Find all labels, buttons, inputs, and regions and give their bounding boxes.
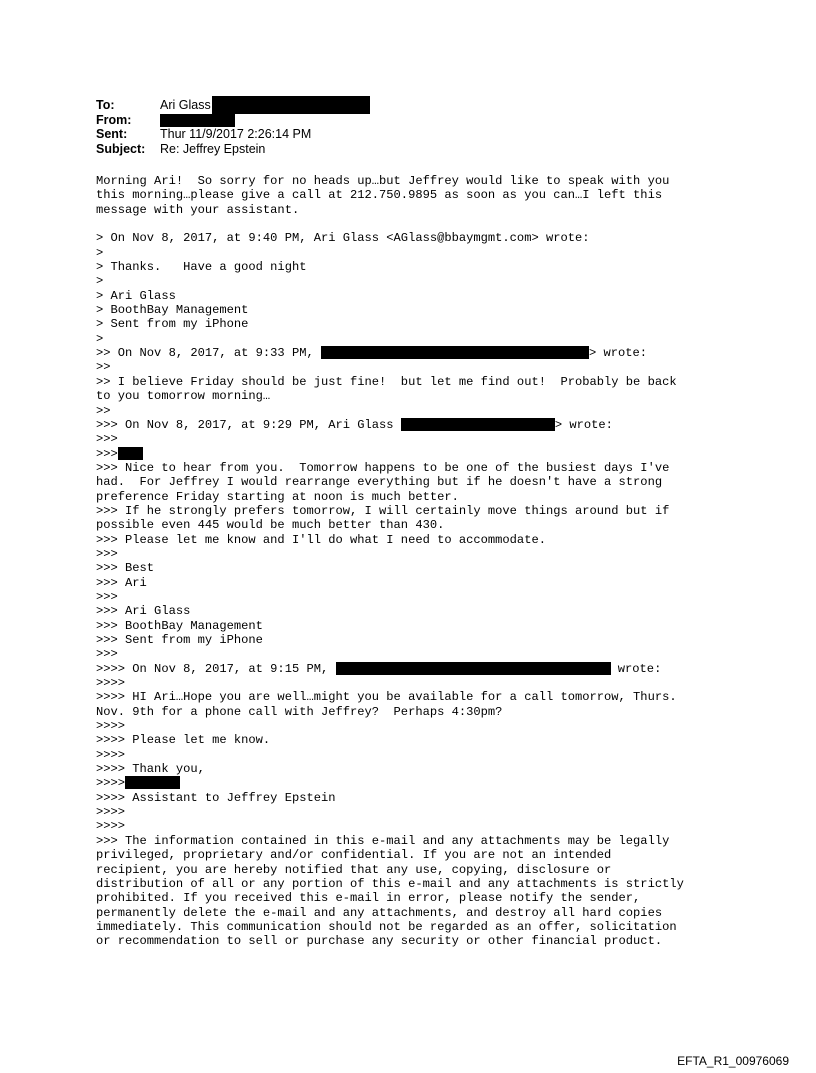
quote-header-suffix: > wrote: xyxy=(554,417,613,432)
disclaimer-line: distribution of all or any portion of this e-mail and any attachments is strictly xyxy=(96,876,684,891)
to-label: To: xyxy=(96,98,115,112)
quote-line: to you tomorrow morning… xyxy=(96,389,271,404)
quote-line: >>> If he strongly prefers tomorrow, I will certainly move things around but if xyxy=(96,503,670,518)
quote-header-prefix: >> On Nov 8, 2017, at 9:33 PM, xyxy=(96,346,314,361)
quote-line: >>> Best xyxy=(96,561,155,576)
quote-header-suffix: > wrote: xyxy=(589,346,648,361)
redaction-box xyxy=(321,346,589,359)
quote-header xyxy=(96,662,786,676)
quote-line: > xyxy=(96,245,104,260)
quote-line: >>> Ari xyxy=(96,575,147,590)
quote-line: >>>> xyxy=(96,805,126,820)
message-line: message with your assistant. xyxy=(96,202,300,217)
quote-line: >>> Please let me know and I'll do what I need to accommodate. xyxy=(96,532,546,547)
email-body xyxy=(96,174,786,949)
quote-line: >>> Sent from my iPhone xyxy=(96,633,263,647)
quote-line xyxy=(96,776,786,790)
sent-row xyxy=(96,127,311,142)
quote-line: >>>> Thank you, xyxy=(96,762,205,777)
disclaimer-line: immediately. This communication should not be regarded as an offer, solicitation xyxy=(96,919,677,934)
redaction-box xyxy=(125,776,180,789)
redaction-box xyxy=(336,662,611,675)
redaction-box xyxy=(212,96,370,114)
quote-line: >>> Ari Glass xyxy=(96,604,191,619)
quote-line: > Sent from my iPhone xyxy=(96,317,249,332)
quote-line: >> I believe Friday should be just fine! but let me find out! Probably be back xyxy=(96,374,677,389)
quote-line: >>>> xyxy=(96,676,126,691)
spacer xyxy=(96,217,786,231)
quote-line xyxy=(96,447,786,461)
quote-line: > xyxy=(96,331,104,346)
subject-row xyxy=(96,142,311,157)
quote-line: > Ari Glass xyxy=(96,288,176,303)
disclaimer-line: prohibited. If you received this e-mail in error, please notify the sender, xyxy=(96,891,641,906)
quote-line: > xyxy=(96,274,104,289)
message-line: Morning Ari! So sorry for no heads up…but Jeffrey would like to speak with you xyxy=(96,174,670,188)
quote-line: >>> BoothBay Management xyxy=(96,618,263,633)
quote-header-prefix: >>> On Nov 8, 2017, at 9:29 PM, Ari Glass xyxy=(96,417,394,432)
quote-line: had. For Jeffrey I would rearrange everything but if he doesn't have a strong xyxy=(96,475,663,490)
quote-line: >> xyxy=(96,360,111,375)
document-id: EFTA_R1_00976069 xyxy=(677,1054,789,1068)
quote-line: >>>> HI Ari…Hope you are well…might you be available for a call tomorrow, Thurs. xyxy=(96,690,677,705)
quote-line: >>>> xyxy=(96,819,126,834)
quote-line: >>>> Assistant to Jeffrey Epstein xyxy=(96,790,336,805)
quote-prefix: >>> xyxy=(96,446,118,461)
quote-line: >>> Nice to hear from you. Tomorrow happens to be one of the busiest days I've xyxy=(96,460,670,475)
quote-line: >>> xyxy=(96,647,118,662)
quote-header: > On Nov 8, 2017, at 9:40 PM, Ari Glass <AGlass@bbaymgmt.com> wrote: xyxy=(96,231,590,246)
to-value: Ari Glass xyxy=(160,98,211,112)
quote-line: >>>> xyxy=(96,747,126,762)
quote-line: >>> xyxy=(96,432,118,447)
subject-value: Re: Jeffrey Epstein xyxy=(160,141,266,156)
quote-line: possible even 445 would be much better than 430. xyxy=(96,518,445,533)
quote-line: > Thanks. Have a good night xyxy=(96,260,307,275)
quote-line: preference Friday starting at noon is much better. xyxy=(96,489,459,504)
message-line: this morning…please give a call at 212.750.9895 as soon as you can…I left this xyxy=(96,188,663,203)
quote-line: > BoothBay Management xyxy=(96,303,249,318)
quote-line: >>> xyxy=(96,589,118,604)
quote-line: >> xyxy=(96,403,111,418)
quote-line: >>> xyxy=(96,546,118,561)
to-row xyxy=(96,98,311,113)
redaction-box xyxy=(118,447,143,460)
redaction-box xyxy=(160,114,235,127)
disclaimer-line: or recommendation to sell or purchase any security or other financial product. xyxy=(96,934,663,949)
quote-header xyxy=(96,346,786,360)
quote-header-suffix: wrote: xyxy=(617,661,662,676)
quote-line: Nov. 9th for a phone call with Jeffrey? Perhaps 4:30pm? xyxy=(96,704,503,719)
subject-label: Subject: xyxy=(96,141,146,156)
disclaimer-line: privileged, proprietary and/or confidential. If you are not an intended xyxy=(96,848,612,863)
sent-value: Thur 11/9/2017 2:26:14 PM xyxy=(160,127,312,141)
quote-header-prefix: >>>> On Nov 8, 2017, at 9:15 PM, xyxy=(96,661,329,676)
quote-line: >>>> xyxy=(96,719,126,734)
disclaimer-line: permanently delete the e-mail and any attachments, and destroy all hard copies xyxy=(96,905,663,920)
sent-label: Sent: xyxy=(96,127,128,141)
disclaimer-line: recipient, you are hereby notified that any use, copying, disclosure or xyxy=(96,862,612,877)
quote-header xyxy=(96,418,786,432)
quote-line: >>>> Please let me know. xyxy=(96,733,271,748)
disclaimer-line: >>> The information contained in this e-mail and any attachments may be legally xyxy=(96,833,670,848)
from-row xyxy=(96,113,311,128)
quote-prefix: >>>> xyxy=(96,776,126,791)
from-label: From: xyxy=(96,112,132,127)
email-header xyxy=(96,98,311,156)
redaction-box xyxy=(401,418,555,431)
